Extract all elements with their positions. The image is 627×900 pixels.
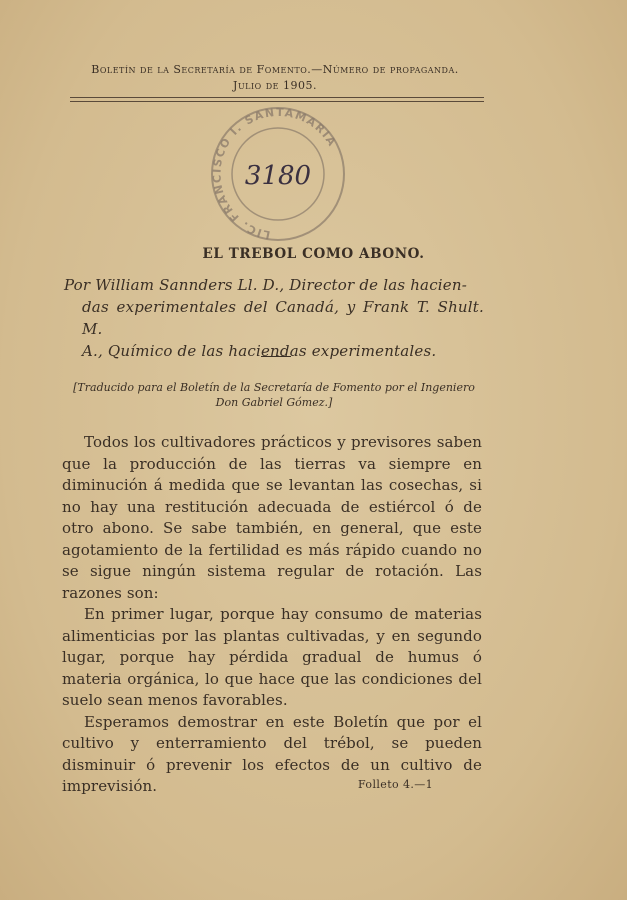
header-rule-bottom [70, 101, 484, 102]
separator-dash [261, 356, 291, 357]
author-byline [64, 274, 484, 362]
library-stamp [206, 104, 351, 244]
svg-text:LIC. FRANCISCO I. SANTAMARIA: LIC. FRANCISCO I. SANTAMARIA [210, 105, 339, 242]
stamp-icon [206, 104, 351, 244]
bulletin-header [62, 62, 488, 94]
header-line-2: Julio de 1905. [233, 79, 317, 92]
svg-text:3180: 3180 [244, 161, 312, 191]
header-line-1: Boletín de la Secretaría de Fomento.—Número de propaganda. [91, 63, 459, 76]
paragraph: En primer lugar, porque hay consumo de materias alimenticias por las plantas cultivadas, y en segundo lugar, porque hay pérdida gradual de humus ó materia orgánica, lo que hace que las condiciones del suelo sean menos favorables. [62, 605, 482, 709]
folio-number: Folleto 4.—1 [358, 778, 434, 791]
article-title: EL TREBOL COMO ABONO. [202, 246, 425, 262]
header-rule-top [70, 97, 484, 98]
article-body [62, 432, 482, 798]
translation-note: [Traducido para el Boletín de la Secretaría de Fomento por el Ingeniero Don Gabriel Gómez.] [73, 381, 475, 409]
byline-line-3: A., Químico de las haciendas experimentales. [82, 342, 437, 360]
byline-line-1: Por William Sannders Ll. D., Director de las hacien- [64, 276, 468, 294]
paragraph: Todos los cultivadores prácticos y previsores saben que la producción de las tierras va siempre en diminución á medida que se levantan las cosechas, si no hay una restitución adecuada de estiércol ó de otro abono. Se sabe también, en general, que este agotamiento de la fertilidad es más rápido cuando no se sigue ningún sistema regular de rotación. Las razones son: [62, 433, 482, 602]
paragraph: Esperamos demostrar en este Boletín que por el cultivo y enterramiento del trébol, se pueden disminuir ó prevenir los efectos de un cultivo de imprevisión. [62, 712, 482, 795]
byline-line-2: das experimentales del Canadá, y Frank T. Shult. M. [82, 298, 484, 338]
